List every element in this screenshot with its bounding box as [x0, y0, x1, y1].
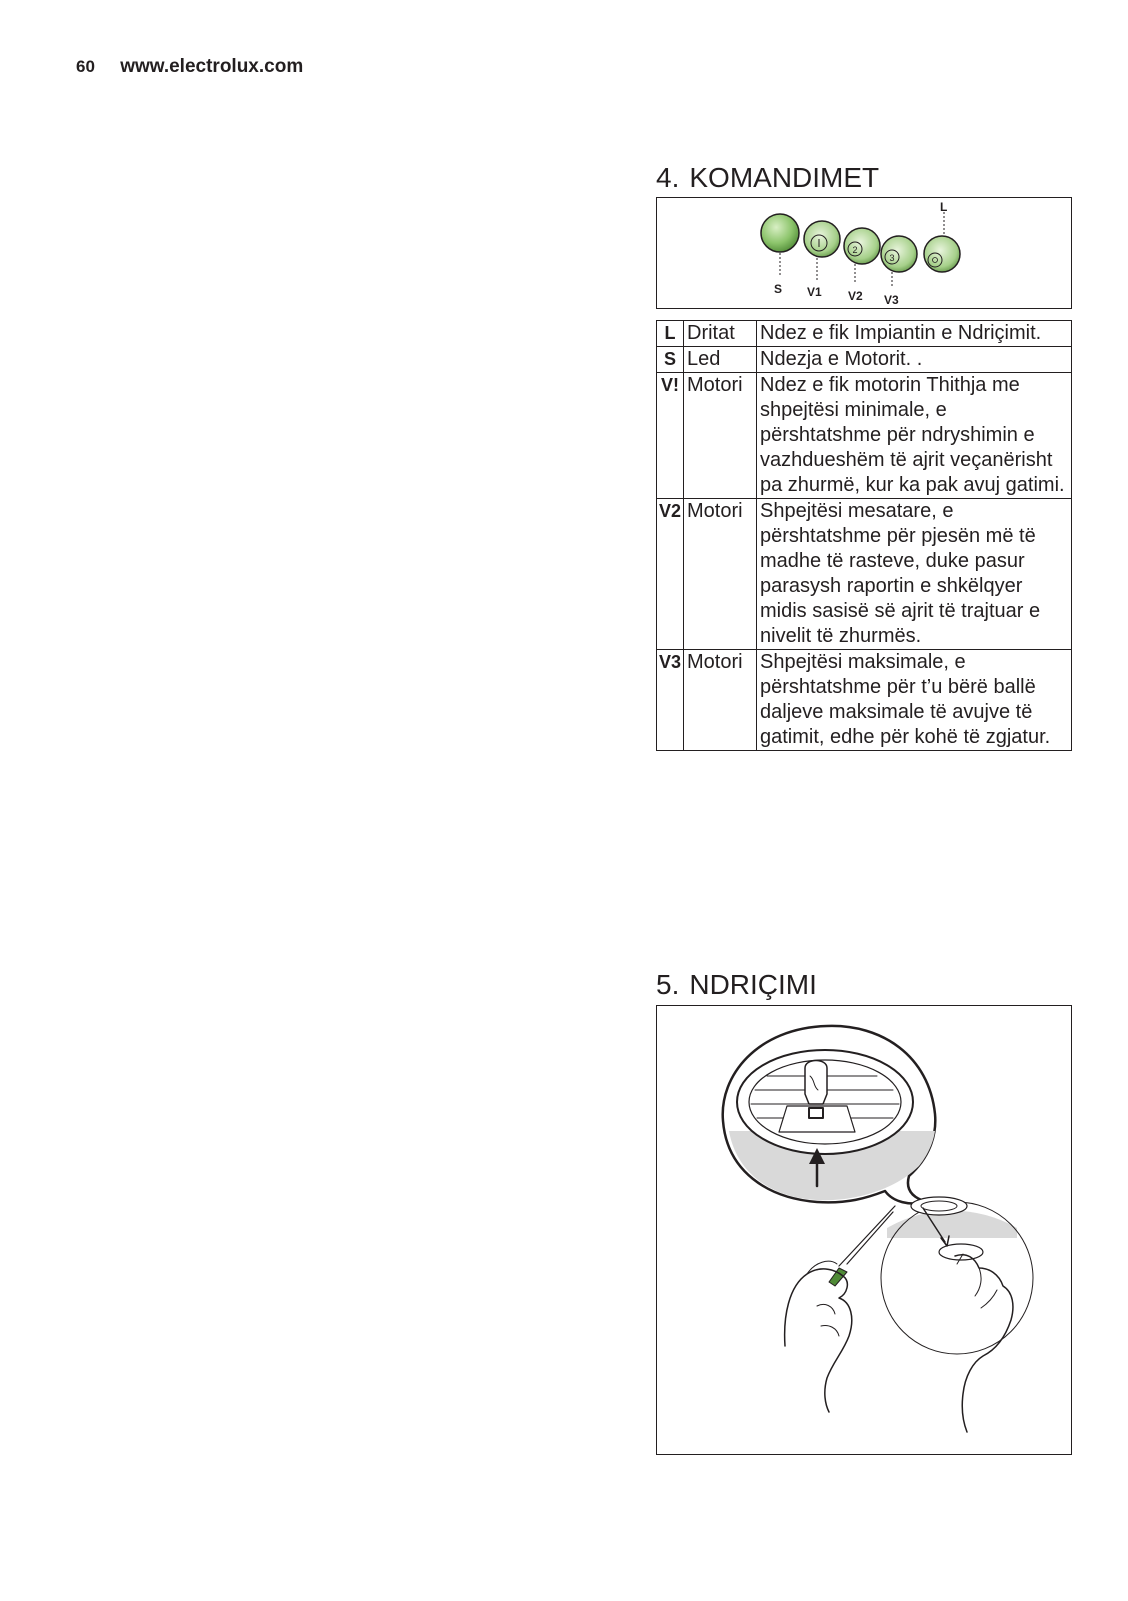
table-row: [657, 373, 1072, 499]
lighting-section-number: 5.: [656, 969, 680, 1000]
table-row: [657, 321, 1072, 347]
svg-text:2: 2: [852, 245, 858, 255]
control-code: S: [657, 347, 684, 373]
control-code: V3: [657, 650, 684, 751]
v3-button-icon: [881, 236, 917, 272]
label-l: L: [940, 200, 948, 214]
control-name: Motori: [684, 373, 757, 499]
control-description: Ndez e fik motorin Thithja me shpejtësi minimale, e përshtatshme për ndryshimin e vazhdueshëm të ajrit veçanërisht pa zhurmë, kur ka pak avuj gatimi.: [757, 373, 1072, 499]
control-name: Dritat: [684, 321, 757, 347]
controls-table: [656, 320, 1072, 751]
l-button-icon: [924, 236, 960, 272]
control-name: Led: [684, 347, 757, 373]
label-s: S: [774, 282, 783, 296]
screwdriver-icon: [839, 1206, 895, 1266]
control-code: V!: [657, 373, 684, 499]
lighting-section-title: NDRIÇIMI: [689, 969, 817, 1000]
lighting-heading: [656, 969, 817, 1001]
control-description: Ndezja e Motorit. .: [757, 347, 1072, 373]
website-url[interactable]: www.electrolux.com: [120, 56, 304, 77]
label-v2: V2: [848, 289, 863, 303]
control-name: Motori: [684, 499, 757, 650]
svg-text:3: 3: [889, 253, 895, 263]
control-panel-diagram: [656, 197, 1072, 309]
lighting-illustration: [656, 1005, 1072, 1455]
table-row: [657, 650, 1072, 751]
controls-section-number: 4.: [656, 162, 680, 193]
control-code: V2: [657, 499, 684, 650]
control-description: Shpejtësi mesatare, e përshtatshme për pjesën më të madhe të rasteve, duke pasur parasysh raportin e shkëlqyer midis sasisë së ajrit të trajtuar e nivelit të zhurmës.: [757, 499, 1072, 650]
control-name: Motori: [684, 650, 757, 751]
controls-section-title: KOMANDIMET: [689, 162, 880, 193]
controls-heading: [656, 162, 879, 194]
label-v1: V1: [807, 285, 822, 299]
page-number: 60: [76, 57, 95, 76]
page-header: [76, 56, 303, 78]
right-hand-icon: [955, 1255, 1013, 1432]
table-row: [657, 499, 1072, 650]
control-code: L: [657, 321, 684, 347]
control-description: Shpejtësi maksimale, e përshtatshme për t’u bërë ballë daljeve maksimale të avujve të gatimit, edhe për kohë të zgjatur.: [757, 650, 1072, 751]
s-button-icon: [761, 214, 799, 252]
table-row: [657, 347, 1072, 373]
left-hand-icon: [785, 1269, 852, 1412]
hood-underside-shade: [887, 1211, 1017, 1238]
bulb-icon: [805, 1061, 827, 1105]
control-description: Ndez e fik Impiantin e Ndriçimit.: [757, 321, 1072, 347]
v1-button-icon: [804, 221, 840, 257]
label-v3: V3: [884, 293, 899, 307]
v2-button-icon: [844, 228, 880, 264]
